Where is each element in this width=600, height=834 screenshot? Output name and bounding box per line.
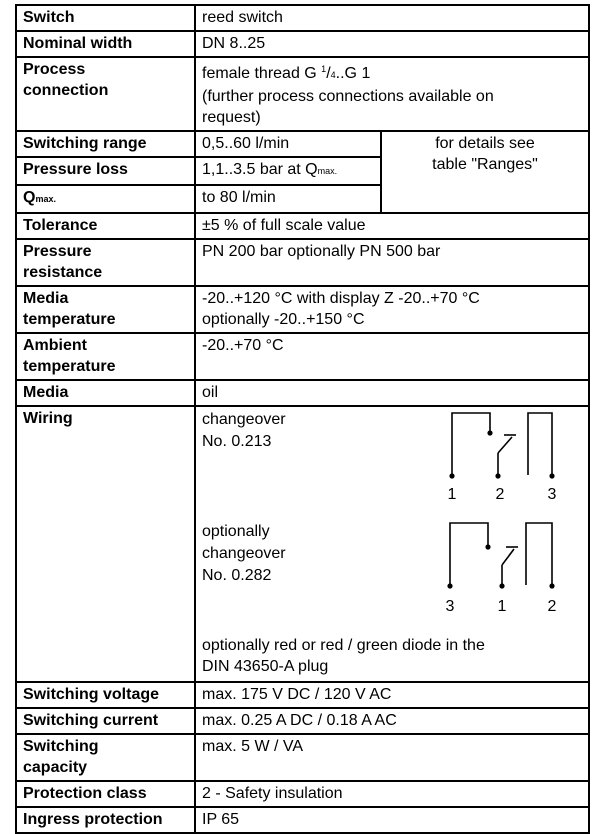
text: 1,1..3.5 bar at Q — [202, 161, 318, 178]
row-switch — [16, 5, 589, 31]
label-line: temperature — [23, 358, 116, 375]
wiring-text: changeover — [202, 545, 286, 562]
text: Q — [23, 189, 36, 206]
label-media-temperature — [16, 286, 195, 333]
wiring-text: DIN 43650-A plug — [202, 658, 329, 675]
row-media-temperature — [16, 286, 589, 333]
label-line: capacity — [23, 759, 88, 776]
label-line: temperature — [23, 311, 116, 328]
value-tolerance: ±5 % of full scale value — [195, 213, 589, 239]
value-pressure-loss — [195, 157, 381, 185]
value-protection-class: 2 - Safety insulation — [195, 781, 589, 807]
row-ambient-temperature — [16, 333, 589, 380]
note-line: table "Ranges" — [432, 156, 538, 173]
label-media: Media — [16, 380, 195, 406]
label-ambient-temperature — [16, 333, 195, 380]
wiring-changeover-0282 — [196, 519, 588, 631]
pin-label: 3 — [445, 598, 455, 615]
label-line: resistance — [23, 264, 103, 281]
value-media: oil — [195, 380, 589, 406]
value-line — [202, 59, 582, 86]
wiring-text: No. 0.282 — [202, 567, 272, 584]
label-line: Process — [23, 61, 86, 78]
specification-table — [15, 4, 590, 834]
label-line: Media — [23, 290, 69, 307]
row-process-connection — [16, 57, 589, 131]
row-wiring — [16, 406, 589, 682]
fraction-numerator: 1 — [321, 64, 327, 74]
wiring-text: optionally — [202, 523, 270, 540]
value-line: (further process connections available on — [202, 88, 494, 105]
value-switch: reed switch — [195, 5, 589, 31]
label-switching-current: Switching current — [16, 708, 195, 734]
value-media-temperature — [195, 286, 589, 333]
label-switch: Switch — [16, 5, 195, 31]
pin-label: 2 — [495, 486, 505, 503]
note-line: for details see — [435, 135, 535, 152]
pin-label: 1 — [447, 486, 457, 503]
label-tolerance: Tolerance — [16, 213, 195, 239]
row-switching-capacity — [16, 734, 589, 781]
subscript: max. — [35, 194, 56, 204]
text: ..G 1 — [335, 65, 371, 82]
text: female thread G — [202, 65, 322, 82]
changeover-switch-diagram — [442, 409, 572, 513]
value-switching-capacity: max. 5 W / VA — [195, 734, 589, 781]
row-nominal-width — [16, 31, 589, 57]
fraction-denominator: 4 — [330, 70, 336, 80]
value-ambient-temperature: -20..+70 °C — [195, 333, 589, 380]
value-switching-voltage: max. 175 V DC / 120 V AC — [195, 682, 589, 708]
wiring-text: No. 0.213 — [202, 433, 272, 450]
spec-sheet — [15, 4, 588, 834]
label-line: Switching — [23, 738, 99, 755]
label-nominal-width: Nominal width — [16, 31, 195, 57]
value-switching-range: 0,5..60 l/min — [195, 131, 381, 157]
row-protection-class — [16, 781, 589, 807]
subscript: max. — [317, 166, 338, 176]
label-protection-class: Protection class — [16, 781, 195, 807]
value-pressure-resistance: PN 200 bar optionally PN 500 bar — [195, 239, 589, 286]
wiring-text: changeover — [202, 411, 286, 428]
label-line: Ambient — [23, 337, 87, 354]
wiring-changeover-0213 — [196, 407, 588, 519]
value-switching-current: max. 0.25 A DC / 0.18 A AC — [195, 708, 589, 734]
pin-label: 2 — [547, 598, 557, 615]
fraction-slash: / — [326, 65, 331, 82]
value-line: optionally -20..+150 °C — [202, 311, 365, 328]
label-switching-range: Switching range — [16, 131, 195, 157]
value-qmax: to 80 l/min — [195, 185, 381, 213]
row-pressure-resistance — [16, 239, 589, 286]
wiring-text: optionally red or red / green diode in the — [202, 637, 485, 654]
value-line: request) — [202, 109, 261, 126]
row-switching-voltage — [16, 682, 589, 708]
label-process-connection — [16, 57, 195, 131]
label-switching-capacity — [16, 734, 195, 781]
row-media — [16, 380, 589, 406]
value-line: -20..+120 °C with display Z -20..+70 °C — [202, 290, 480, 307]
value-wiring — [195, 406, 589, 682]
pin-label: 1 — [497, 598, 507, 615]
wiring-plug-note — [196, 631, 588, 681]
label-qmax — [16, 185, 195, 213]
value-ingress-protection: IP 65 — [195, 807, 589, 833]
label-pressure-resistance — [16, 239, 195, 286]
label-switching-voltage: Switching voltage — [16, 682, 195, 708]
changeover-switch-diagram — [440, 519, 570, 623]
row-ingress-protection — [16, 807, 589, 833]
label-line: Pressure — [23, 243, 92, 260]
label-line: connection — [23, 82, 109, 99]
label-ingress-protection: Ingress protection — [16, 807, 195, 833]
value-nominal-width: DN 8..25 — [195, 31, 589, 57]
label-wiring: Wiring — [16, 406, 195, 682]
row-switching-range — [16, 131, 589, 157]
value-process-connection — [195, 57, 589, 131]
row-tolerance — [16, 213, 589, 239]
label-pressure-loss: Pressure loss — [16, 157, 195, 185]
row-switching-current — [16, 708, 589, 734]
pin-label: 3 — [547, 486, 557, 503]
ranges-note — [381, 131, 589, 213]
